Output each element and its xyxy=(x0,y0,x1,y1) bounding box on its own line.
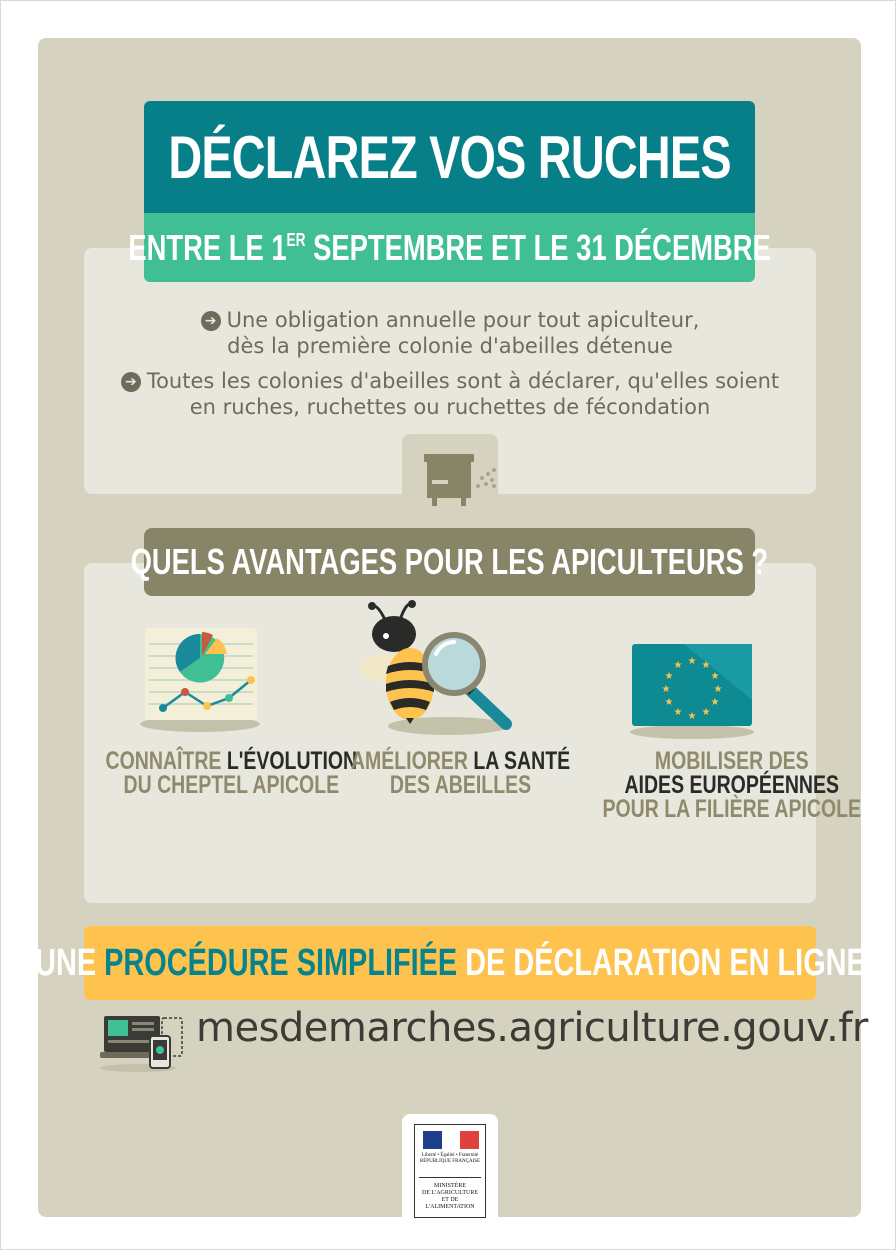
devices-icon xyxy=(98,1010,188,1074)
caption-light: DES ABEILLES xyxy=(389,771,532,799)
cta-part: UNE xyxy=(34,941,104,984)
svg-text:★: ★ xyxy=(687,711,697,722)
chart-illustration-icon xyxy=(135,624,265,736)
svg-text:★: ★ xyxy=(710,697,720,708)
advantage-health xyxy=(320,749,582,797)
svg-text:★: ★ xyxy=(701,707,711,718)
caption-light: DU CHEPTEL APICOLE xyxy=(123,771,340,799)
logo-ministry xyxy=(415,1183,485,1211)
title-banner xyxy=(144,101,755,213)
svg-text:★: ★ xyxy=(661,684,671,695)
arrow-right-icon: ➔ xyxy=(121,372,141,392)
eu-flag-icon xyxy=(624,640,760,740)
advantages-banner xyxy=(130,528,769,596)
caption-dark: AIDES EUROPÉENNES xyxy=(624,771,840,799)
arrow-right-icon: ➔ xyxy=(201,311,221,331)
hive-tab xyxy=(402,434,498,506)
date-range xyxy=(128,227,770,269)
svg-text:★: ★ xyxy=(701,660,711,671)
beehive-icon xyxy=(402,434,498,506)
bullet-line: Toutes les colonies d'abeilles sont à déclarer, qu'elles soient xyxy=(146,369,780,393)
flag-marianne-icon xyxy=(423,1131,479,1149)
bee-magnifier-icon xyxy=(358,600,523,740)
svg-text:★: ★ xyxy=(687,656,697,667)
caption-dark: L'ÉVOLUTION xyxy=(226,747,358,775)
ministry-logo xyxy=(402,1114,498,1218)
caption-light: MOBILISER DES xyxy=(654,747,809,775)
svg-text:★: ★ xyxy=(673,660,683,671)
cta-part: DE DÉCLARATION EN LIGNE xyxy=(456,941,866,984)
bullet-colonies xyxy=(84,368,816,420)
logo-divider xyxy=(419,1177,481,1178)
bullet-obligation xyxy=(84,307,816,359)
bullet-line: en ruches, ruchettes ou ruchettes de fécondation xyxy=(189,395,711,419)
logo-ministry-line: ET DE xyxy=(441,1197,459,1203)
advantage-eu-aid xyxy=(566,747,862,823)
bullet-line: dès la première colonie d'abeilles détenue xyxy=(227,334,673,358)
caption-dark: LA SANTÉ xyxy=(473,747,571,775)
cta-banner xyxy=(34,926,866,1000)
logo-republic-text: RÉPUBLIQUE FRANÇAISE xyxy=(419,1159,481,1164)
logo-republic xyxy=(415,1153,485,1165)
date-banner xyxy=(128,213,771,282)
cta-highlight: PROCÉDURE SIMPLIFIÉE xyxy=(103,941,457,984)
caption-light: POUR LA FILIÈRE APICOLE xyxy=(602,795,862,823)
bullet-line: Une obligation annuelle pour tout apiculteur, xyxy=(226,308,700,332)
logo-ministry-line: MINISTÈRE xyxy=(434,1183,466,1189)
advantage-evolution xyxy=(70,747,358,799)
date-prefix: ENTRE LE 1 xyxy=(128,226,287,268)
page-title: DÉCLAREZ VOS RUCHES xyxy=(168,123,731,191)
svg-text:★: ★ xyxy=(673,707,683,718)
svg-text:★: ★ xyxy=(664,671,674,682)
caption-light: CONNAÎTRE xyxy=(105,747,227,775)
svg-text:★: ★ xyxy=(664,697,674,708)
logo-frame xyxy=(414,1124,486,1218)
logo-ministry-line: L'ALIMENTATION xyxy=(425,1204,475,1210)
caption-light: AMÉLIORER xyxy=(350,747,474,775)
cta-text xyxy=(35,942,866,985)
advantages-title: QUELS AVANTAGES POUR LES APICULTEURS ? xyxy=(130,541,769,582)
svg-text:★: ★ xyxy=(713,684,723,695)
svg-text:★: ★ xyxy=(710,671,720,682)
date-suffix: SEPTEMBRE ET LE 31 DÉCEMBRE xyxy=(305,226,771,268)
website-url[interactable]: mesdemarches.agriculture.gouv.fr xyxy=(196,1005,868,1051)
logo-motto: Liberté • Égalité • Fraternité xyxy=(421,1153,479,1158)
logo-ministry-line: DE L'AGRICULTURE xyxy=(421,1190,479,1196)
date-sup: ER xyxy=(286,229,306,250)
